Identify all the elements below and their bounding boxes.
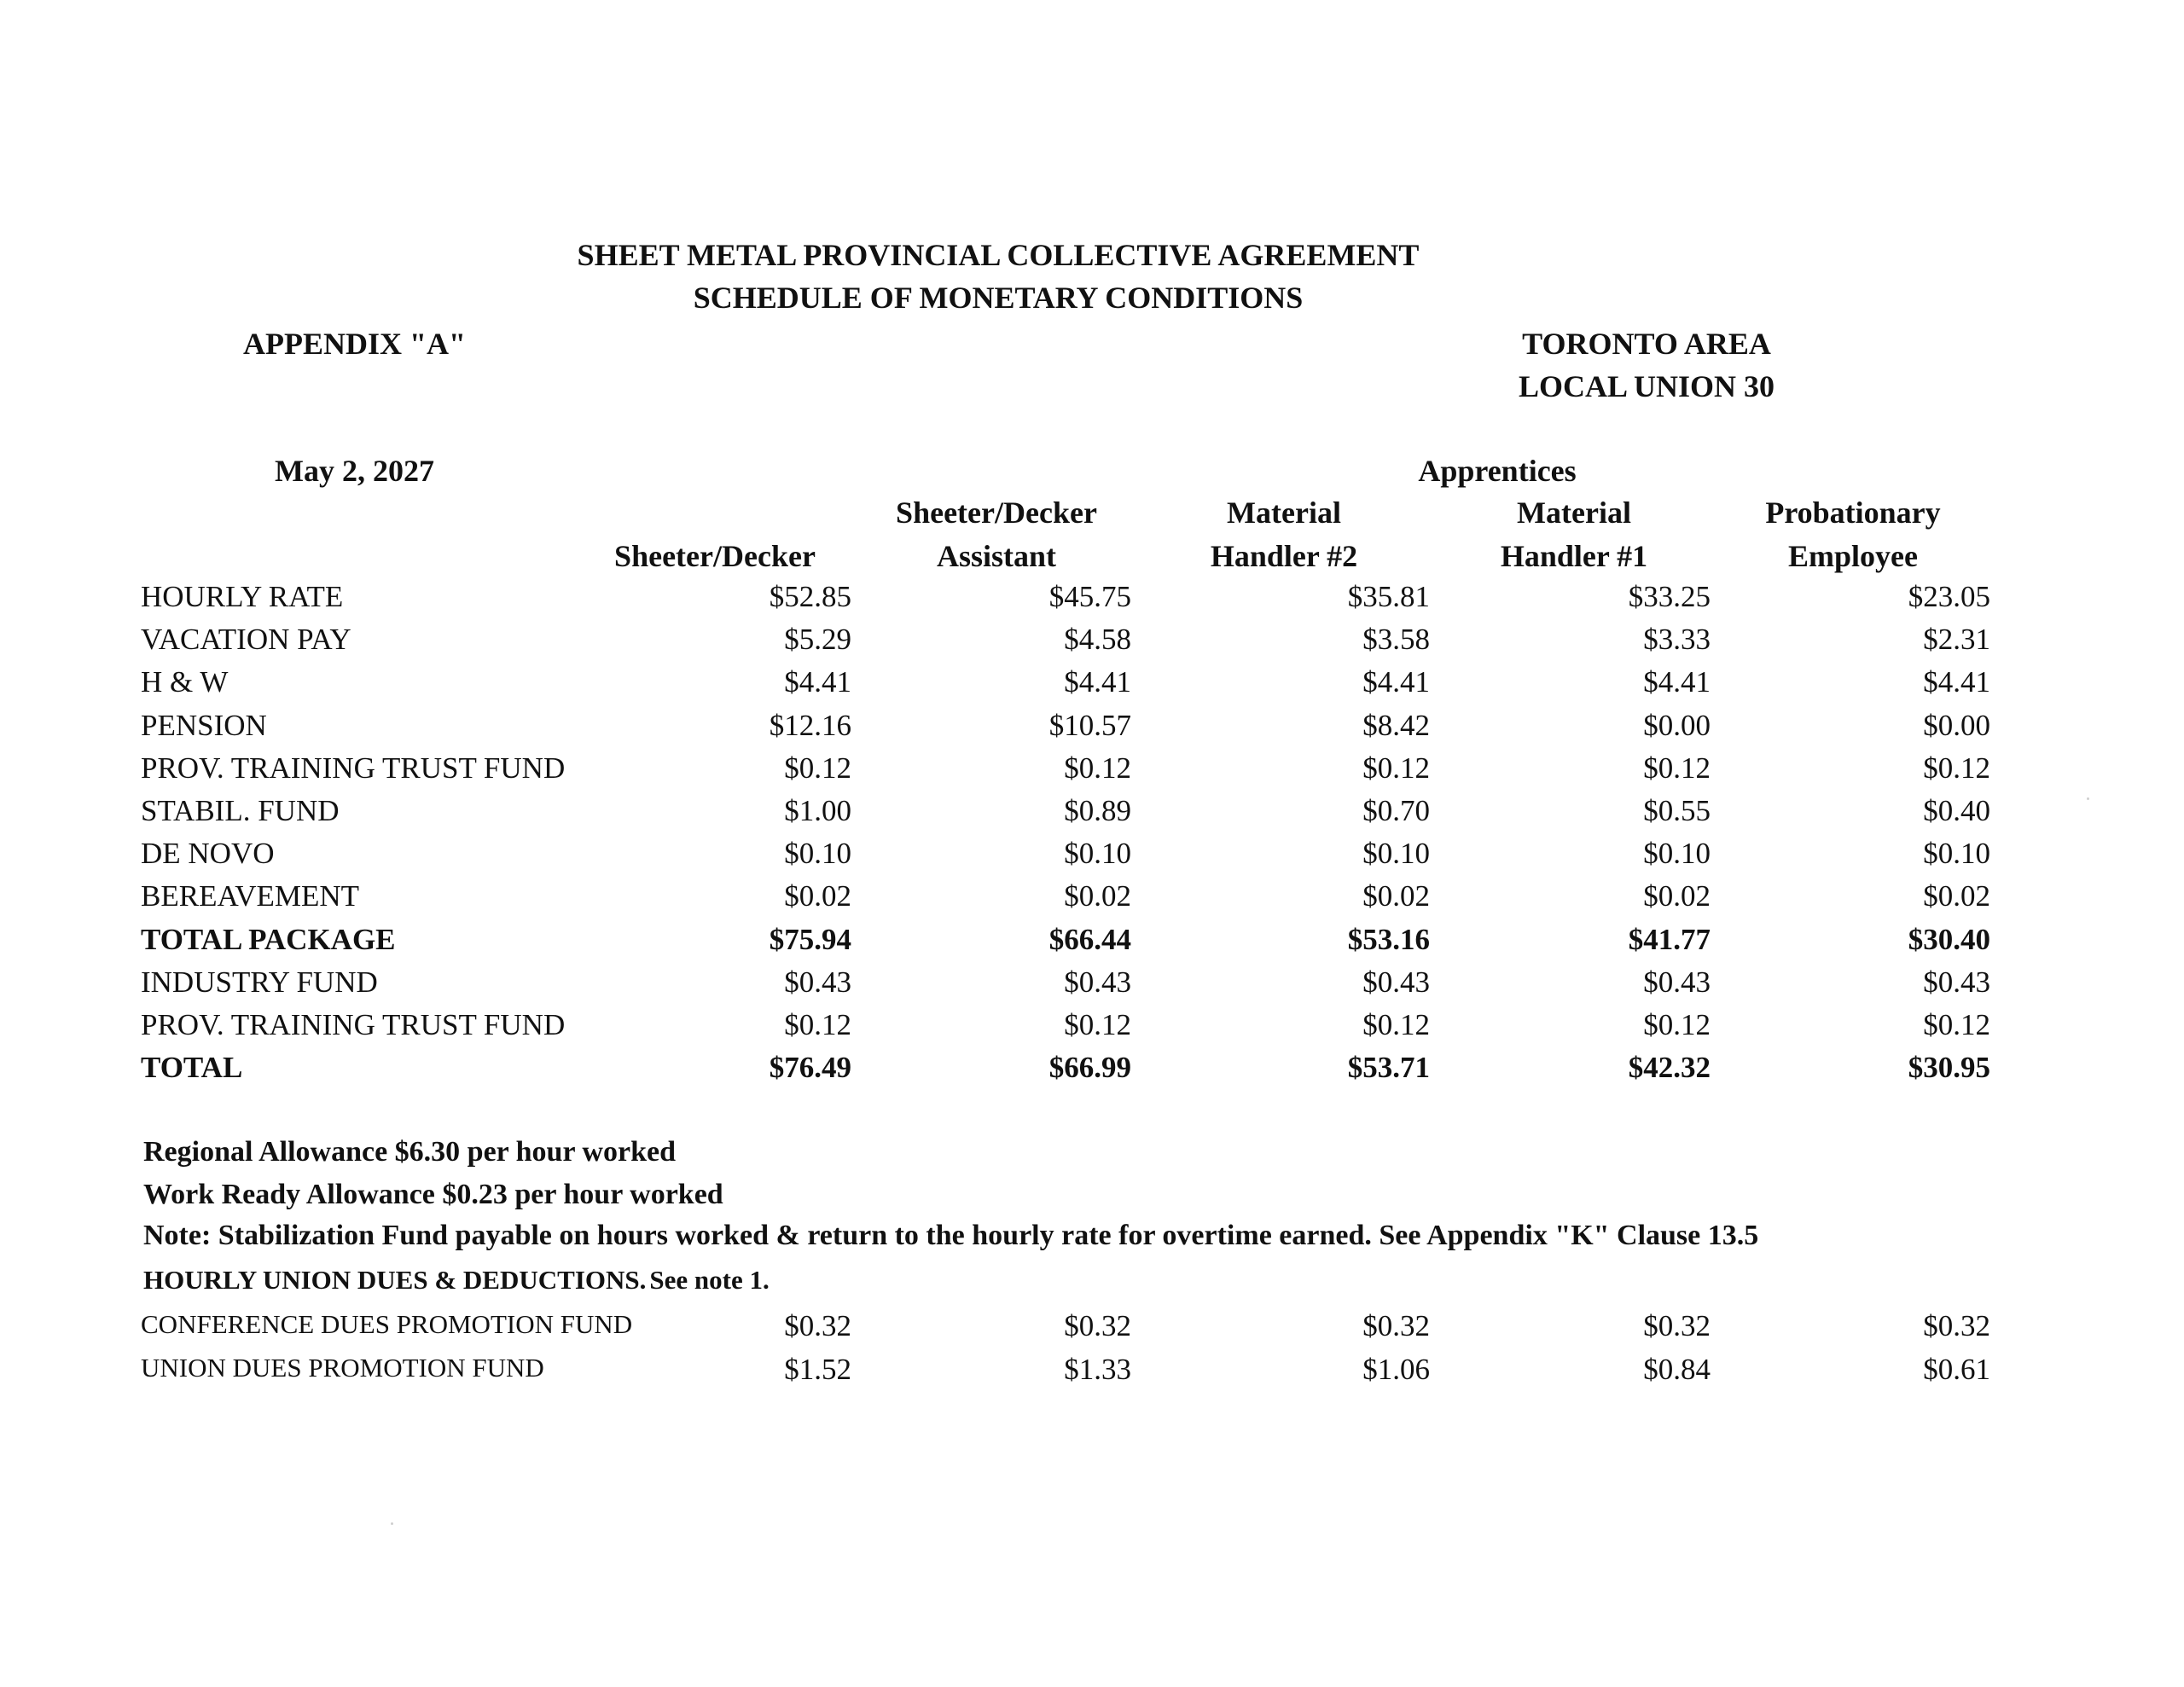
table-cell: $0.43 (784, 965, 851, 999)
table-cell: $33.25 (1628, 580, 1711, 613)
table-cell: $0.02 (1923, 879, 1990, 913)
appendix-label: APPENDIX "A" (243, 327, 466, 361)
table-row-label: TOTAL (141, 1051, 243, 1085)
table-cell: $30.40 (1908, 922, 1990, 956)
table-cell: $10.57 (1048, 708, 1131, 742)
table-cell: $1.00 (784, 794, 851, 827)
table-cell: $53.71 (1347, 1051, 1430, 1085)
col-header-handler2-line1: Material (1227, 496, 1341, 530)
table-cell: $0.10 (1064, 837, 1131, 871)
table-cell: $0.00 (1643, 708, 1711, 742)
table-row-label: PENSION (141, 708, 267, 742)
table-cell: $0.02 (1643, 879, 1711, 913)
col-header-handler1-line2: Handler #1 (1500, 539, 1648, 573)
dues-cell: $0.32 (784, 1309, 851, 1342)
dues-heading (143, 1265, 770, 1296)
table-cell: $41.77 (1628, 922, 1711, 956)
table-cell: $0.40 (1923, 794, 1990, 827)
table-cell: $52.85 (769, 580, 851, 613)
regional-allowance-note: Regional Allowance $6.30 per hour worked (143, 1136, 676, 1168)
col-header-handler2-line2: Handler #2 (1210, 539, 1358, 573)
table-row-label: PROV. TRAINING TRUST FUND (141, 1008, 566, 1041)
document-title: SHEET METAL PROVINCIAL COLLECTIVE AGREEMENT (577, 238, 1420, 272)
table-cell: $4.41 (1643, 665, 1711, 699)
area-label: TORONTO AREA (1522, 327, 1771, 361)
table-cell: $0.02 (1362, 879, 1430, 913)
table-cell: $12.16 (769, 708, 851, 742)
dues-see-note: See note 1. (649, 1265, 770, 1295)
table-cell: $30.95 (1908, 1051, 1990, 1085)
dues-row-label: CONFERENCE DUES PROMOTION FUND (141, 1309, 633, 1339)
table-cell: $4.58 (1064, 623, 1131, 657)
local-union-label: LOCAL UNION 30 (1518, 369, 1775, 403)
table-cell: $2.31 (1923, 623, 1990, 657)
col-header-assistant-line2: Assistant (936, 539, 1057, 573)
table-cell: $0.43 (1064, 965, 1131, 999)
table-cell: $0.02 (1064, 879, 1131, 913)
table-row-label: H & W (141, 665, 229, 699)
col-header-probationary-line1: Probationary (1765, 496, 1941, 530)
dues-cell: $0.61 (1923, 1353, 1990, 1386)
dues-cell: $1.06 (1362, 1353, 1430, 1386)
dues-row-label: UNION DUES PROMOTION FUND (141, 1353, 544, 1383)
table-cell: $0.12 (1362, 751, 1430, 785)
dues-cell: $0.32 (1362, 1309, 1430, 1342)
table-cell: $0.43 (1643, 965, 1711, 999)
col-header-probationary-line2: Employee (1788, 539, 1918, 573)
table-cell: $0.12 (1643, 751, 1711, 785)
table-cell: $0.10 (1362, 837, 1430, 871)
dues-cell: $0.32 (1643, 1309, 1711, 1342)
table-cell: $66.44 (1048, 922, 1131, 956)
document-subtitle: SCHEDULE OF MONETARY CONDITIONS (693, 281, 1304, 315)
table-row-label: INDUSTRY FUND (141, 965, 378, 999)
dues-cell: $1.52 (784, 1353, 851, 1386)
table-cell: $0.00 (1923, 708, 1990, 742)
table-cell: $0.12 (1923, 751, 1990, 785)
table-cell: $35.81 (1347, 580, 1430, 613)
dues-cell: $1.33 (1064, 1353, 1131, 1386)
table-cell: $66.99 (1048, 1051, 1131, 1085)
table-cell: $4.41 (1923, 665, 1990, 699)
table-cell: $0.89 (1064, 794, 1131, 827)
table-cell: $0.12 (1643, 1008, 1711, 1041)
col-header-handler1-line1: Material (1517, 496, 1631, 530)
table-row-label: HOURLY RATE (141, 580, 344, 613)
dues-cell: $0.32 (1064, 1309, 1131, 1342)
table-cell: $0.10 (784, 837, 851, 871)
table-cell: $0.12 (1064, 1008, 1131, 1041)
table-cell: $76.49 (769, 1051, 851, 1085)
table-cell: $0.55 (1643, 794, 1711, 827)
table-cell: $0.43 (1923, 965, 1990, 999)
scan-speck (2087, 797, 2089, 800)
table-row-label: DE NOVO (141, 837, 275, 871)
table-cell: $0.12 (1923, 1008, 1990, 1041)
dues-cell: $0.84 (1643, 1353, 1711, 1386)
table-row-label: STABIL. FUND (141, 794, 340, 827)
table-cell: $0.70 (1362, 794, 1430, 827)
table-cell: $53.16 (1347, 922, 1430, 956)
table-cell: $3.33 (1643, 623, 1711, 657)
table-cell: $0.02 (784, 879, 851, 913)
table-cell: $0.10 (1643, 837, 1711, 871)
table-cell: $75.94 (769, 922, 851, 956)
table-cell: $0.10 (1923, 837, 1990, 871)
table-row-label: PROV. TRAINING TRUST FUND (141, 751, 566, 785)
dues-heading-text: HOURLY UNION DUES & DEDUCTIONS. (143, 1265, 647, 1295)
table-cell: $3.58 (1362, 623, 1430, 657)
table-cell: $0.43 (1362, 965, 1430, 999)
stabilization-fund-note: Note: Stabilization Fund payable on hours worked & return to the hourly rate for overtime earned. See Appendix "K" Clause 13.5 (143, 1220, 1759, 1251)
table-cell: $4.41 (1064, 665, 1131, 699)
table-cell: $42.32 (1628, 1051, 1711, 1085)
table-row-label: BEREAVEMENT (141, 879, 360, 913)
table-row-label: VACATION PAY (141, 623, 351, 657)
table-row-label: TOTAL PACKAGE (141, 922, 396, 956)
apprentices-group-header: Apprentices (1418, 454, 1577, 488)
table-cell: $8.42 (1362, 708, 1430, 742)
scan-speck (391, 1522, 393, 1525)
col-header-sheeter-decker: Sheeter/Decker (614, 539, 816, 573)
table-cell: $4.41 (784, 665, 851, 699)
table-cell: $5.29 (784, 623, 851, 657)
table-cell: $0.12 (1064, 751, 1131, 785)
work-ready-allowance-note: Work Ready Allowance $0.23 per hour worked (143, 1179, 723, 1210)
dues-cell: $0.32 (1923, 1309, 1990, 1342)
table-cell: $0.12 (1362, 1008, 1430, 1041)
table-cell: $4.41 (1362, 665, 1430, 699)
effective-date: May 2, 2027 (275, 454, 434, 488)
table-cell: $23.05 (1908, 580, 1990, 613)
table-cell: $45.75 (1048, 580, 1131, 613)
table-cell: $0.12 (784, 1008, 851, 1041)
table-cell: $0.12 (784, 751, 851, 785)
col-header-assistant-line1: Sheeter/Decker (896, 496, 1097, 530)
